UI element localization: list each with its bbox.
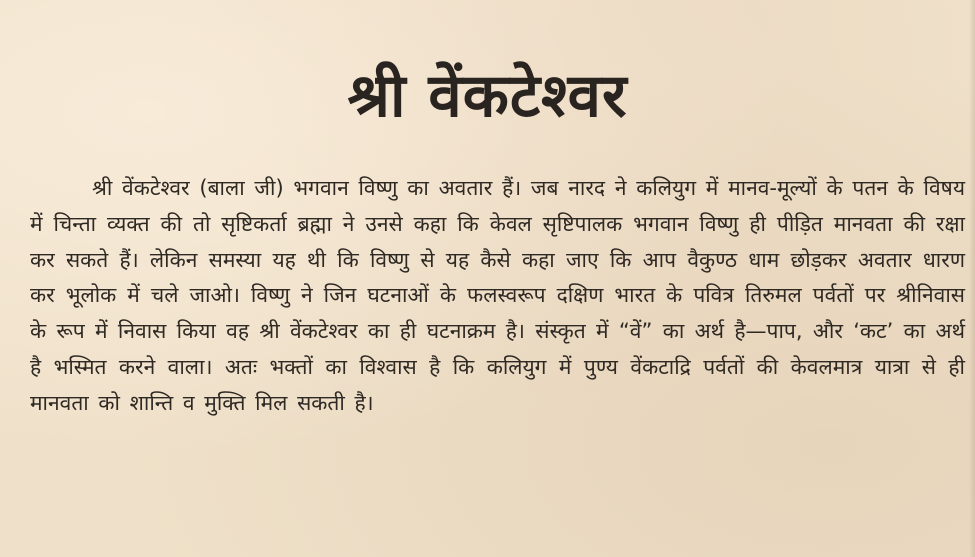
body-paragraph: श्री वेंकटेश्वर (बाला जी) भगवान विष्णु का अवतार हैं। जब नारद ने कलियुग में मानव-मूल्यों के पतन के विषय में चिन्ता व्यक्त की तो सृष्टिकर्ता ब्रह्मा ने उनसे कहा कि केवल सृष्टिपालक भगवान विष्णु ही पीड़ित मानवता की रक्षा कर सकते हैं। लेकिन समस्या यह थी कि विष्णु से यह कैसे कहा जाए कि आप वैकुण्ठ धाम छोड़कर अवतार धारण कर भूलोक में चले जाओ। विष्णु ने जिन घटनाओं के फलस्वरूप दक्षिण भारत के पवित्र तिरुमल पर्वतों पर श्रीनिवास के रूप में निवास किया वह श्री वेंकटेश्वर का ही घटनाक्रम है। संस्कृत में “वें” का अर्थ है—पाप, और ‘कट’ का अर्थ है भस्मित करने वाला। अतः भक्तों का विश्वास है कि कलियुग में पुण्य वेंकटाद्रि पर्वतों की केवलमात्र यात्रा से ही मानवता को शान्ति व मुक्ति मिल सकती है। [30, 176, 966, 415]
page-edge-shadow [969, 0, 975, 557]
page-title: श्री वेंकटेश्वर [347, 61, 628, 132]
